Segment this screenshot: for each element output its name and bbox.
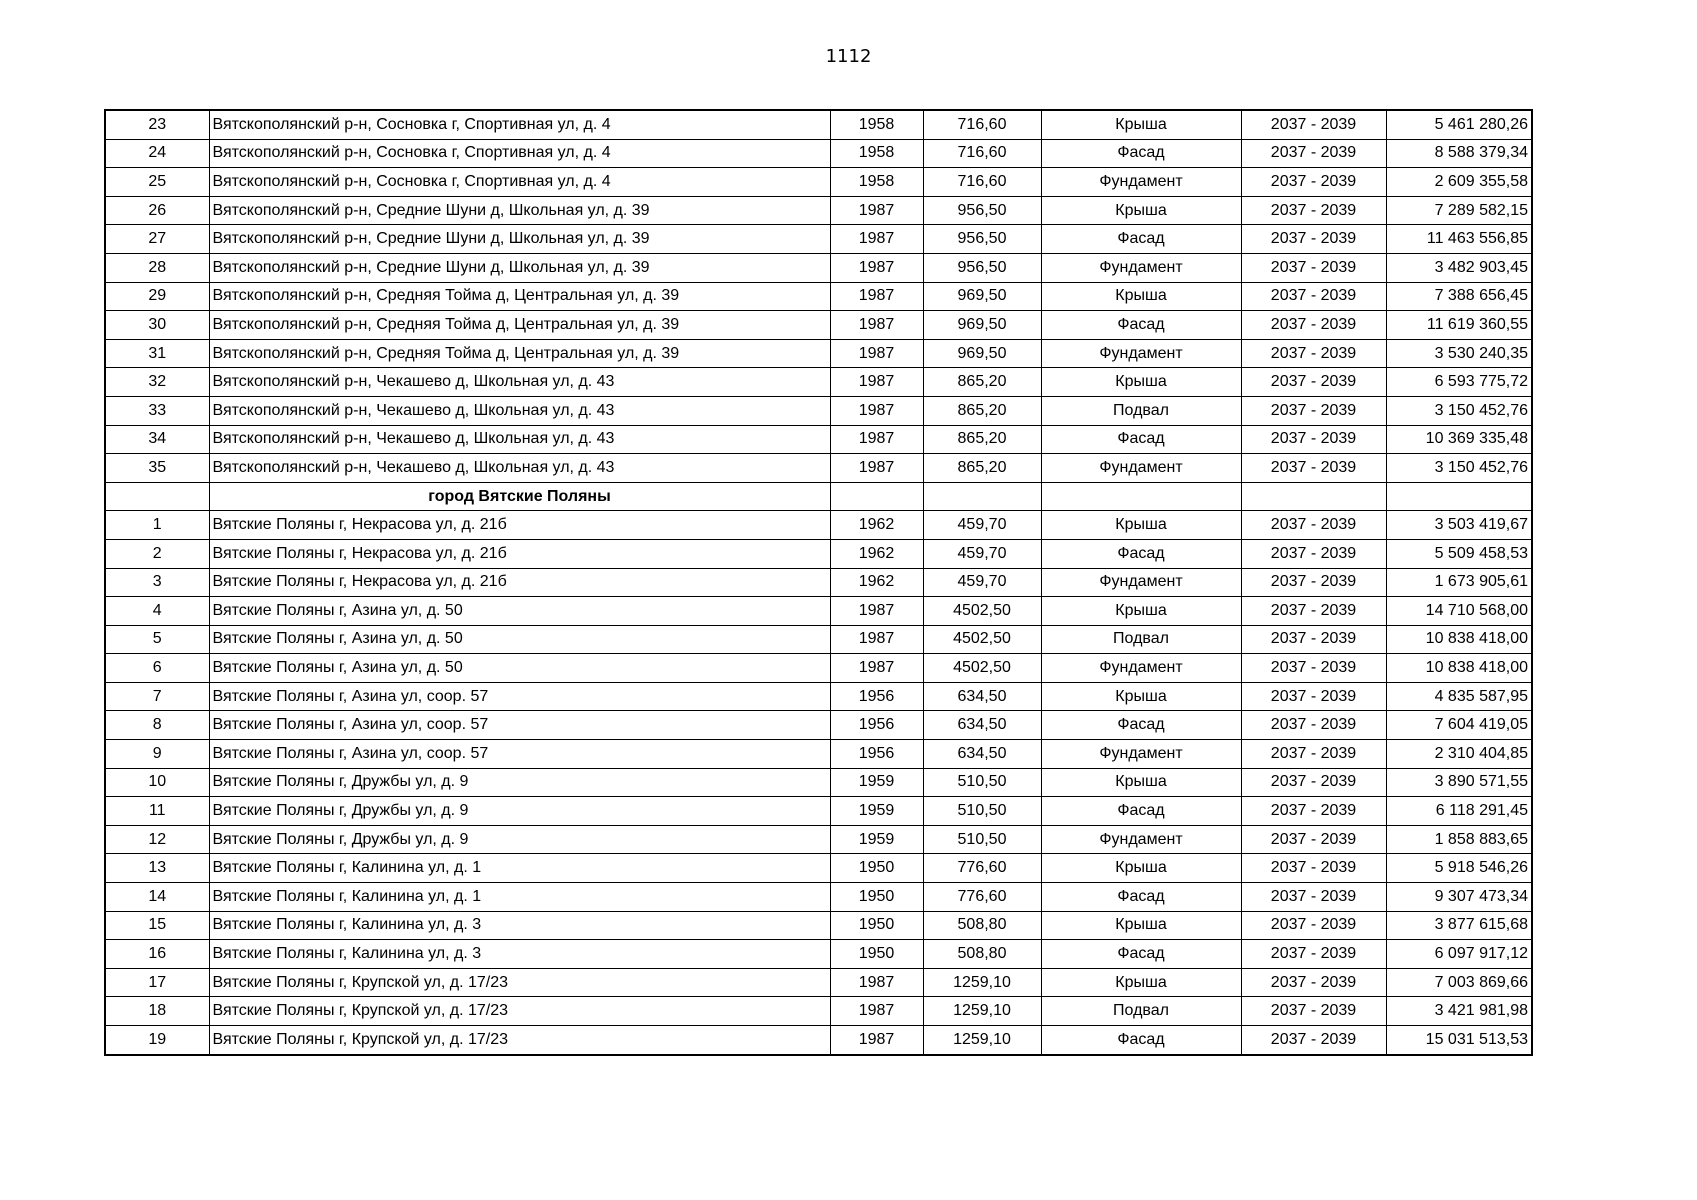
cost-cell: 7 604 419,05 xyxy=(1386,711,1532,740)
cost-cell: 9 307 473,34 xyxy=(1386,883,1532,912)
address-cell: Вятскополянский р-н, Чекашево д, Школьная ул, д. 43 xyxy=(209,368,830,397)
work-type-cell: Подвал xyxy=(1041,396,1241,425)
year-cell: 1950 xyxy=(830,940,923,969)
period-cell: 2037 - 2039 xyxy=(1241,396,1386,425)
work-type-cell: Крыша xyxy=(1041,511,1241,540)
table-row xyxy=(105,568,1532,597)
table-row xyxy=(105,883,1532,912)
period-cell: 2037 - 2039 xyxy=(1241,110,1386,139)
table-row xyxy=(105,682,1532,711)
cost-cell: 7 003 869,66 xyxy=(1386,968,1532,997)
row-number-cell: 34 xyxy=(105,425,209,454)
year-cell: 1950 xyxy=(830,883,923,912)
year-cell xyxy=(830,482,923,511)
work-type-cell: Фасад xyxy=(1041,225,1241,254)
area-cell: 4502,50 xyxy=(923,625,1041,654)
row-number-cell: 18 xyxy=(105,997,209,1026)
address-cell: Вятскополянский р-н, Средние Шуни д, Школьная ул, д. 39 xyxy=(209,196,830,225)
year-cell: 1987 xyxy=(830,625,923,654)
table-row xyxy=(105,768,1532,797)
row-number-cell: 10 xyxy=(105,768,209,797)
cost-cell: 14 710 568,00 xyxy=(1386,597,1532,626)
area-cell: 508,80 xyxy=(923,940,1041,969)
area-cell: 510,50 xyxy=(923,825,1041,854)
work-type-cell: Крыша xyxy=(1041,682,1241,711)
row-number-cell: 11 xyxy=(105,797,209,826)
row-number-cell: 26 xyxy=(105,196,209,225)
work-type-cell: Фасад xyxy=(1041,711,1241,740)
row-number-cell: 19 xyxy=(105,1026,209,1055)
work-type-cell: Фундамент xyxy=(1041,253,1241,282)
area-cell: 716,60 xyxy=(923,139,1041,168)
table-row xyxy=(105,539,1532,568)
table-body xyxy=(105,110,1532,1055)
address-cell: Вятские Поляны г, Некрасова ул, д. 21б xyxy=(209,539,830,568)
address-cell: Вятские Поляны г, Азина ул, соор. 57 xyxy=(209,682,830,711)
address-cell: Вятскополянский р-н, Средняя Тойма д, Центральная ул, д. 39 xyxy=(209,282,830,311)
cost-cell: 3 877 615,68 xyxy=(1386,911,1532,940)
address-cell: Вятские Поляны г, Дружбы ул, д. 9 xyxy=(209,768,830,797)
work-type-cell xyxy=(1041,482,1241,511)
period-cell: 2037 - 2039 xyxy=(1241,539,1386,568)
address-cell: Вятские Поляны г, Калинина ул, д. 3 xyxy=(209,940,830,969)
cost-cell xyxy=(1386,482,1532,511)
year-cell: 1987 xyxy=(830,654,923,683)
year-cell: 1987 xyxy=(830,968,923,997)
period-cell: 2037 - 2039 xyxy=(1241,282,1386,311)
area-cell: 4502,50 xyxy=(923,597,1041,626)
address-cell: Вятские Поляны г, Калинина ул, д. 1 xyxy=(209,883,830,912)
row-number-cell: 31 xyxy=(105,339,209,368)
row-number-cell: 33 xyxy=(105,396,209,425)
period-cell: 2037 - 2039 xyxy=(1241,139,1386,168)
table-row xyxy=(105,225,1532,254)
table-row xyxy=(105,968,1532,997)
address-cell: Вятскополянский р-н, Сосновка г, Спортивная ул, д. 4 xyxy=(209,110,830,139)
address-cell: Вятскополянский р-н, Средняя Тойма д, Центральная ул, д. 39 xyxy=(209,339,830,368)
address-cell: Вятские Поляны г, Дружбы ул, д. 9 xyxy=(209,825,830,854)
period-cell: 2037 - 2039 xyxy=(1241,597,1386,626)
work-type-cell: Крыша xyxy=(1041,968,1241,997)
area-cell: 716,60 xyxy=(923,168,1041,197)
cost-cell: 6 593 775,72 xyxy=(1386,368,1532,397)
page-number: 1112 xyxy=(825,46,872,67)
row-number-cell: 4 xyxy=(105,597,209,626)
table-row xyxy=(105,940,1532,969)
period-cell: 2037 - 2039 xyxy=(1241,425,1386,454)
cost-cell: 2 609 355,58 xyxy=(1386,168,1532,197)
row-number-cell: 13 xyxy=(105,854,209,883)
work-type-cell: Подвал xyxy=(1041,997,1241,1026)
table-row xyxy=(105,425,1532,454)
cost-cell: 4 835 587,95 xyxy=(1386,682,1532,711)
year-cell: 1958 xyxy=(830,168,923,197)
period-cell xyxy=(1241,482,1386,511)
work-type-cell: Фасад xyxy=(1041,539,1241,568)
work-type-cell: Крыша xyxy=(1041,768,1241,797)
work-type-cell: Фундамент xyxy=(1041,168,1241,197)
period-cell: 2037 - 2039 xyxy=(1241,911,1386,940)
work-type-cell: Крыша xyxy=(1041,854,1241,883)
period-cell: 2037 - 2039 xyxy=(1241,825,1386,854)
table-row xyxy=(105,1026,1532,1055)
work-type-cell: Крыша xyxy=(1041,110,1241,139)
row-number-cell: 16 xyxy=(105,940,209,969)
period-cell: 2037 - 2039 xyxy=(1241,854,1386,883)
year-cell: 1950 xyxy=(830,854,923,883)
area-cell xyxy=(923,482,1041,511)
cost-cell: 7 289 582,15 xyxy=(1386,196,1532,225)
address-cell: Вятские Поляны г, Дружбы ул, д. 9 xyxy=(209,797,830,826)
row-number-cell: 25 xyxy=(105,168,209,197)
address-cell: Вятские Поляны г, Азина ул, д. 50 xyxy=(209,654,830,683)
area-cell: 865,20 xyxy=(923,368,1041,397)
period-cell: 2037 - 2039 xyxy=(1241,797,1386,826)
row-number-cell: 27 xyxy=(105,225,209,254)
row-number-cell: 9 xyxy=(105,740,209,769)
cost-cell: 10 838 418,00 xyxy=(1386,654,1532,683)
year-cell: 1987 xyxy=(830,196,923,225)
period-cell: 2037 - 2039 xyxy=(1241,196,1386,225)
cost-cell: 11 619 360,55 xyxy=(1386,311,1532,340)
area-cell: 776,60 xyxy=(923,883,1041,912)
repair-register-table xyxy=(104,109,1533,1056)
address-cell: Вятские Поляны г, Азина ул, соор. 57 xyxy=(209,711,830,740)
year-cell: 1987 xyxy=(830,368,923,397)
area-cell: 956,50 xyxy=(923,253,1041,282)
area-cell: 969,50 xyxy=(923,282,1041,311)
period-cell: 2037 - 2039 xyxy=(1241,225,1386,254)
table-row xyxy=(105,368,1532,397)
work-type-cell: Крыша xyxy=(1041,597,1241,626)
row-number-cell: 6 xyxy=(105,654,209,683)
year-cell: 1950 xyxy=(830,911,923,940)
cost-cell: 10 369 335,48 xyxy=(1386,425,1532,454)
row-number-cell: 1 xyxy=(105,511,209,540)
cost-cell: 11 463 556,85 xyxy=(1386,225,1532,254)
table-row xyxy=(105,196,1532,225)
year-cell: 1987 xyxy=(830,311,923,340)
year-cell: 1987 xyxy=(830,425,923,454)
work-type-cell: Фасад xyxy=(1041,797,1241,826)
row-number-cell: 23 xyxy=(105,110,209,139)
table-row xyxy=(105,339,1532,368)
table-row xyxy=(105,110,1532,139)
area-cell: 459,70 xyxy=(923,511,1041,540)
year-cell: 1987 xyxy=(830,597,923,626)
work-type-cell: Фасад xyxy=(1041,139,1241,168)
area-cell: 459,70 xyxy=(923,539,1041,568)
year-cell: 1987 xyxy=(830,1026,923,1055)
section-title: город Вятские Поляны xyxy=(209,482,830,511)
area-cell: 508,80 xyxy=(923,911,1041,940)
work-type-cell: Фасад xyxy=(1041,883,1241,912)
area-cell: 969,50 xyxy=(923,339,1041,368)
table-row xyxy=(105,797,1532,826)
cost-cell: 5 918 546,26 xyxy=(1386,854,1532,883)
year-cell: 1987 xyxy=(830,339,923,368)
period-cell: 2037 - 2039 xyxy=(1241,568,1386,597)
year-cell: 1962 xyxy=(830,511,923,540)
period-cell: 2037 - 2039 xyxy=(1241,740,1386,769)
address-cell: Вятские Поляны г, Некрасова ул, д. 21б xyxy=(209,568,830,597)
table-row xyxy=(105,253,1532,282)
cost-cell: 5 509 458,53 xyxy=(1386,539,1532,568)
area-cell: 776,60 xyxy=(923,854,1041,883)
cost-cell: 2 310 404,85 xyxy=(1386,740,1532,769)
table-row xyxy=(105,396,1532,425)
year-cell: 1987 xyxy=(830,282,923,311)
table-row xyxy=(105,740,1532,769)
period-cell: 2037 - 2039 xyxy=(1241,368,1386,397)
address-cell: Вятскополянский р-н, Чекашево д, Школьная ул, д. 43 xyxy=(209,425,830,454)
year-cell: 1959 xyxy=(830,825,923,854)
year-cell: 1958 xyxy=(830,110,923,139)
area-cell: 716,60 xyxy=(923,110,1041,139)
period-cell: 2037 - 2039 xyxy=(1241,768,1386,797)
year-cell: 1987 xyxy=(830,253,923,282)
address-cell: Вятскополянский р-н, Чекашево д, Школьная ул, д. 43 xyxy=(209,396,830,425)
row-number-cell: 2 xyxy=(105,539,209,568)
cost-cell: 3 482 903,45 xyxy=(1386,253,1532,282)
period-cell: 2037 - 2039 xyxy=(1241,311,1386,340)
cost-cell: 6 118 291,45 xyxy=(1386,797,1532,826)
work-type-cell: Крыша xyxy=(1041,196,1241,225)
work-type-cell: Фундамент xyxy=(1041,454,1241,483)
row-number-cell: 15 xyxy=(105,911,209,940)
area-cell: 865,20 xyxy=(923,425,1041,454)
address-cell: Вятскополянский р-н, Сосновка г, Спортивная ул, д. 4 xyxy=(209,139,830,168)
row-number-cell: 7 xyxy=(105,682,209,711)
row-number-cell: 24 xyxy=(105,139,209,168)
table-row xyxy=(105,911,1532,940)
area-cell: 459,70 xyxy=(923,568,1041,597)
cost-cell: 1 858 883,65 xyxy=(1386,825,1532,854)
table-row xyxy=(105,625,1532,654)
address-cell: Вятские Поляны г, Азина ул, соор. 57 xyxy=(209,740,830,769)
address-cell: Вятские Поляны г, Азина ул, д. 50 xyxy=(209,597,830,626)
area-cell: 1259,10 xyxy=(923,1026,1041,1055)
work-type-cell: Фундамент xyxy=(1041,339,1241,368)
row-number-cell: 30 xyxy=(105,311,209,340)
work-type-cell: Фасад xyxy=(1041,1026,1241,1055)
cost-cell: 3 890 571,55 xyxy=(1386,768,1532,797)
work-type-cell: Фундамент xyxy=(1041,568,1241,597)
year-cell: 1962 xyxy=(830,539,923,568)
table-row xyxy=(105,282,1532,311)
address-cell: Вятскополянский р-н, Средние Шуни д, Школьная ул, д. 39 xyxy=(209,253,830,282)
cost-cell: 3 503 419,67 xyxy=(1386,511,1532,540)
period-cell: 2037 - 2039 xyxy=(1241,940,1386,969)
table-row xyxy=(105,311,1532,340)
work-type-cell: Крыша xyxy=(1041,911,1241,940)
table-row xyxy=(105,711,1532,740)
area-cell: 956,50 xyxy=(923,225,1041,254)
year-cell: 1956 xyxy=(830,682,923,711)
year-cell: 1956 xyxy=(830,711,923,740)
table-row xyxy=(105,854,1532,883)
address-cell: Вятскополянский р-н, Средняя Тойма д, Центральная ул, д. 39 xyxy=(209,311,830,340)
cost-cell: 10 838 418,00 xyxy=(1386,625,1532,654)
address-cell: Вятскополянский р-н, Чекашево д, Школьная ул, д. 43 xyxy=(209,454,830,483)
period-cell: 2037 - 2039 xyxy=(1241,253,1386,282)
period-cell: 2037 - 2039 xyxy=(1241,168,1386,197)
period-cell: 2037 - 2039 xyxy=(1241,625,1386,654)
address-cell: Вятские Поляны г, Калинина ул, д. 3 xyxy=(209,911,830,940)
period-cell: 2037 - 2039 xyxy=(1241,454,1386,483)
work-type-cell: Фундамент xyxy=(1041,654,1241,683)
cost-cell: 15 031 513,53 xyxy=(1386,1026,1532,1055)
row-number-cell: 35 xyxy=(105,454,209,483)
table-row xyxy=(105,511,1532,540)
address-cell: Вятские Поляны г, Крупской ул, д. 17/23 xyxy=(209,997,830,1026)
cost-cell: 8 588 379,34 xyxy=(1386,139,1532,168)
table-row xyxy=(105,597,1532,626)
period-cell: 2037 - 2039 xyxy=(1241,997,1386,1026)
area-cell: 510,50 xyxy=(923,797,1041,826)
work-type-cell: Подвал xyxy=(1041,625,1241,654)
address-cell: Вятские Поляны г, Крупской ул, д. 17/23 xyxy=(209,1026,830,1055)
work-type-cell: Фасад xyxy=(1041,940,1241,969)
area-cell: 510,50 xyxy=(923,768,1041,797)
work-type-cell: Фундамент xyxy=(1041,740,1241,769)
table-row xyxy=(105,997,1532,1026)
address-cell: Вятские Поляны г, Крупской ул, д. 17/23 xyxy=(209,968,830,997)
row-number-cell: 29 xyxy=(105,282,209,311)
area-cell: 634,50 xyxy=(923,711,1041,740)
area-cell: 1259,10 xyxy=(923,968,1041,997)
year-cell: 1959 xyxy=(830,768,923,797)
address-cell: Вятскополянский р-н, Средние Шуни д, Школьная ул, д. 39 xyxy=(209,225,830,254)
year-cell: 1987 xyxy=(830,225,923,254)
work-type-cell: Фасад xyxy=(1041,425,1241,454)
year-cell: 1987 xyxy=(830,396,923,425)
row-number-cell xyxy=(105,482,209,511)
period-cell: 2037 - 2039 xyxy=(1241,968,1386,997)
work-type-cell: Фундамент xyxy=(1041,825,1241,854)
area-cell: 1259,10 xyxy=(923,997,1041,1026)
row-number-cell: 8 xyxy=(105,711,209,740)
table-row xyxy=(105,825,1532,854)
area-cell: 865,20 xyxy=(923,396,1041,425)
cost-cell: 6 097 917,12 xyxy=(1386,940,1532,969)
row-number-cell: 3 xyxy=(105,568,209,597)
section-header-row xyxy=(105,482,1532,511)
period-cell: 2037 - 2039 xyxy=(1241,1026,1386,1055)
cost-cell: 3 530 240,35 xyxy=(1386,339,1532,368)
work-type-cell: Крыша xyxy=(1041,368,1241,397)
period-cell: 2037 - 2039 xyxy=(1241,682,1386,711)
address-cell: Вятскополянский р-н, Сосновка г, Спортивная ул, д. 4 xyxy=(209,168,830,197)
period-cell: 2037 - 2039 xyxy=(1241,654,1386,683)
cost-cell: 3 150 452,76 xyxy=(1386,396,1532,425)
row-number-cell: 32 xyxy=(105,368,209,397)
year-cell: 1987 xyxy=(830,454,923,483)
table-row xyxy=(105,454,1532,483)
year-cell: 1959 xyxy=(830,797,923,826)
area-cell: 634,50 xyxy=(923,740,1041,769)
area-cell: 634,50 xyxy=(923,682,1041,711)
address-cell: Вятские Поляны г, Калинина ул, д. 1 xyxy=(209,854,830,883)
cost-cell: 7 388 656,45 xyxy=(1386,282,1532,311)
row-number-cell: 12 xyxy=(105,825,209,854)
area-cell: 969,50 xyxy=(923,311,1041,340)
table-row xyxy=(105,139,1532,168)
address-cell: Вятские Поляны г, Азина ул, д. 50 xyxy=(209,625,830,654)
period-cell: 2037 - 2039 xyxy=(1241,339,1386,368)
area-cell: 865,20 xyxy=(923,454,1041,483)
period-cell: 2037 - 2039 xyxy=(1241,711,1386,740)
row-number-cell: 17 xyxy=(105,968,209,997)
year-cell: 1956 xyxy=(830,740,923,769)
table-row xyxy=(105,168,1532,197)
year-cell: 1958 xyxy=(830,139,923,168)
year-cell: 1987 xyxy=(830,997,923,1026)
row-number-cell: 28 xyxy=(105,253,209,282)
row-number-cell: 14 xyxy=(105,883,209,912)
period-cell: 2037 - 2039 xyxy=(1241,883,1386,912)
cost-cell: 1 673 905,61 xyxy=(1386,568,1532,597)
table-row xyxy=(105,654,1532,683)
work-type-cell: Крыша xyxy=(1041,282,1241,311)
area-cell: 956,50 xyxy=(923,196,1041,225)
address-cell: Вятские Поляны г, Некрасова ул, д. 21б xyxy=(209,511,830,540)
cost-cell: 5 461 280,26 xyxy=(1386,110,1532,139)
work-type-cell: Фасад xyxy=(1041,311,1241,340)
row-number-cell: 5 xyxy=(105,625,209,654)
cost-cell: 3 150 452,76 xyxy=(1386,454,1532,483)
period-cell: 2037 - 2039 xyxy=(1241,511,1386,540)
cost-cell: 3 421 981,98 xyxy=(1386,997,1532,1026)
year-cell: 1962 xyxy=(830,568,923,597)
area-cell: 4502,50 xyxy=(923,654,1041,683)
